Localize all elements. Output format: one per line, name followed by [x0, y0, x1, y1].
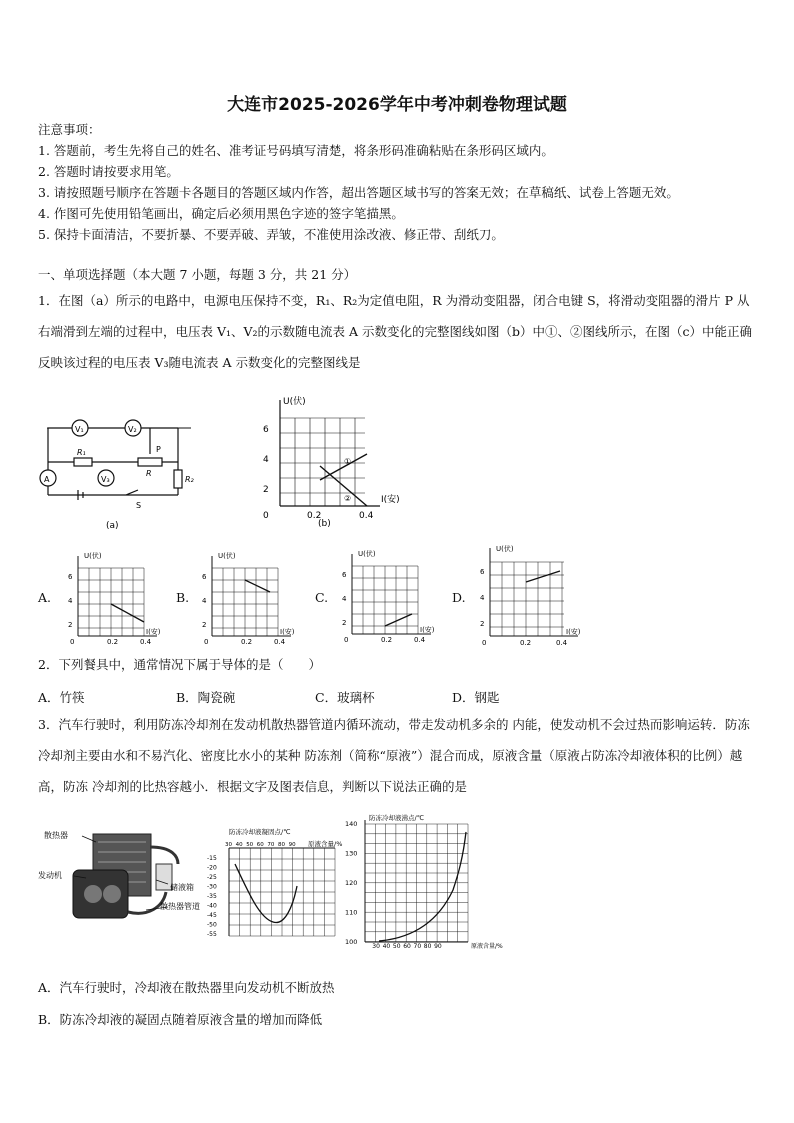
xtick: 0.4 [359, 511, 374, 521]
engine-label: 储液箱 [170, 883, 194, 892]
option-a-ylabel: U(伏) [84, 552, 102, 560]
ytick: 4 [342, 595, 347, 603]
ytick: -35 [207, 893, 217, 900]
option-a-graph[interactable] [62, 548, 162, 648]
ytick: 2 [202, 621, 207, 629]
option-c-xlabel: I(安) [420, 626, 435, 634]
notice-heading: 注意事项： [38, 122, 101, 137]
freezing-curve [235, 864, 297, 923]
xtick: 30 [225, 842, 232, 848]
xtick: 70 [413, 943, 422, 950]
ytick: 4 [202, 597, 207, 605]
xtick: 40 [235, 842, 243, 848]
q2-option-c[interactable]: C．玻璃杯 [315, 690, 375, 705]
option-d-ylabel: U(伏) [496, 545, 514, 553]
option-c-line [385, 614, 412, 626]
r2-label: R₂ [185, 475, 194, 484]
xtick: 80 [423, 943, 432, 950]
switch-label: S [136, 501, 142, 510]
option-d-line [526, 571, 560, 582]
xtick: 90 [434, 943, 442, 950]
ytick: 0 [344, 636, 349, 644]
ytick: 6 [480, 568, 485, 576]
q3-option-b[interactable]: B．防冻冷却液的凝固点随着原液含量的增加而降低 [38, 1012, 323, 1027]
option-d-graph[interactable] [474, 540, 584, 652]
option-letter[interactable]: D. [452, 590, 466, 605]
line-1-label: ① [344, 457, 352, 466]
freezing-point-chart [205, 826, 345, 946]
ytick: -15 [207, 855, 217, 862]
xtick: 0.2 [307, 511, 322, 521]
ytick: 2 [342, 619, 347, 627]
xtick: 0.4 [556, 639, 568, 647]
notice-item: 3. 请按照题号顺序在答题卡各题目的答题区域内作答，超出答题区域书写的答案无效；在草稿纸、试卷上答题无效。 [38, 185, 679, 200]
engine-label: 散热器 [44, 831, 68, 840]
ytick: 4 [480, 594, 485, 602]
xtick: 0.2 [381, 636, 393, 644]
question-3-text: 3．汽车行驶时，利用防冻冷却剂在发动机散热器管道内循环流动，带走发动机多余的 内能，使发动机不会过热而影响运转．防冻冷却剂主要由水和不易汽化、密度比水小的某种 防冻剂（简称“原液”）混合而成，原液含量（原液占防冻冷却液体积的比例）越高，防冻 冷却剂的比热容越小．根据文字及图表信息，判断以下说法正确的是 [38, 717, 750, 794]
ytick: -55 [207, 931, 217, 938]
notice-item: 1. 答题前，考生先将自己的姓名、准考证号码填写清楚，将条形码准确粘贴在条形码区域内。 [38, 143, 554, 158]
ytick: -50 [207, 921, 217, 929]
notice-item: 5. 保持卡面清洁，不要折暴、不要弄破、弄皱，不准使用涂改液、修正带、刮纸刀。 [38, 227, 504, 242]
option-b-line [245, 580, 270, 592]
xtick: 60 [256, 842, 264, 848]
chart1-xlabel: 原液含量/% [308, 840, 343, 848]
ytick: 2 [263, 485, 269, 495]
ytick: -30 [207, 883, 217, 891]
xtick: 0.4 [274, 638, 286, 646]
xtick: 80 [278, 842, 285, 848]
xtick: 90 [288, 842, 296, 848]
q2-option-b[interactable]: B．陶瓷碗 [176, 690, 236, 705]
engine-illustration [38, 822, 208, 937]
xtick: 60 [403, 943, 411, 950]
question-2-text: 2．下列餐具中，通常情况下属于导体的是（ ） [38, 657, 321, 672]
xtick: 50 [392, 943, 401, 950]
graph-b [255, 388, 405, 528]
circuit-caption: (a) [106, 521, 119, 531]
ytick: 2 [68, 621, 73, 629]
option-d-xlabel: I(安) [566, 628, 581, 636]
circuit-diagram [38, 410, 198, 540]
r1-label: R₁ [77, 448, 86, 457]
option-c-graph[interactable] [336, 546, 436, 646]
ytick: 6 [342, 571, 347, 579]
ytick: 0 [204, 638, 209, 646]
boiling-curve [379, 832, 466, 941]
option-letter[interactable]: C. [315, 590, 329, 605]
section-heading: 一、单项选择题（本大题 7 小题，每题 3 分，共 21 分） [38, 267, 357, 282]
option-c-ylabel: U(伏) [358, 550, 376, 558]
ytick: -45 [207, 912, 217, 919]
ytick: 140 [345, 820, 358, 828]
ytick: 0 [70, 638, 75, 646]
graph-b-caption: (b) [318, 519, 331, 528]
xtick: 0.2 [107, 638, 119, 646]
line-2-label: ② [344, 494, 352, 503]
chart2-xlabel: 原液含量/% [471, 943, 503, 950]
option-b-xlabel: I(安) [280, 628, 295, 636]
ytick: 0 [263, 511, 269, 521]
ytick: 130 [345, 849, 358, 858]
graph-b-ylabel: U(伏) [283, 397, 306, 407]
ytick: -20 [207, 864, 217, 872]
q3-option-a[interactable]: A．汽车行驶时，冷却液在散热器里向发动机不断放热 [38, 980, 335, 995]
option-b-graph[interactable] [196, 548, 296, 648]
xtick: 0.4 [140, 638, 152, 646]
ytick: 100 [345, 938, 358, 946]
engine-label: 发动机 [38, 871, 62, 880]
v3-label: V₃ [101, 475, 110, 484]
xtick: 0.2 [241, 638, 253, 646]
q2-option-d[interactable]: D．钢匙 [452, 690, 500, 705]
xtick: 0.2 [520, 639, 532, 647]
option-a-xlabel: I(安) [146, 628, 161, 636]
question-1-text: 1．在图（a）所示的电路中，电源电压保持不变，R₁、R₂为定值电阻，R 为滑动变阻器，闭合电键 S，将滑动变阻器的滑片 P 从右端滑到左端的过程中，电压表 V₁、V₂的示数随电流表 A 示数变化的完整图线如图（b）中①、②图线所示，在图（c）中能正确反映该过程的电压表 V₃随电流表 A 示数变化的完整图线是 [38, 293, 753, 370]
chart2-title: 防冻冷却液沸点/℃ [369, 814, 424, 822]
ytick: 2 [480, 620, 485, 628]
option-b-ylabel: U(伏) [218, 552, 236, 560]
engine-label: 散热器管道 [160, 902, 200, 911]
slider-label: P [156, 445, 161, 454]
v2-label: V₂ [128, 425, 137, 434]
notice-item: 4. 作图可先使用铅笔画出，确定后必须用黑色字迹的签字笔描黑。 [38, 206, 404, 221]
grid [229, 848, 335, 936]
ytick: 0 [482, 639, 487, 647]
boiling-point-chart [343, 812, 521, 950]
page-title: 大连市2025-2026学年中考冲刺卷物理试题 [227, 95, 567, 115]
chart1-title: 防冻冷却液凝固点/℃ [229, 828, 291, 836]
xtick: 40 [382, 943, 391, 950]
notice-item: 2. 答题时请按要求用笔。 [38, 164, 179, 179]
ytick: 4 [263, 455, 269, 465]
option-letter[interactable]: B. [176, 590, 190, 605]
xtick: 70 [267, 842, 275, 848]
ammeter-label: A [44, 475, 50, 484]
ytick: 4 [68, 597, 73, 605]
r-label: R [146, 469, 152, 478]
graph-b-xlabel: I(安) [381, 495, 400, 505]
v1-label: V₁ [75, 425, 84, 434]
xtick: 50 [246, 842, 254, 848]
ytick: -40 [207, 902, 217, 910]
grid [365, 824, 468, 942]
ytick: -25 [207, 874, 217, 881]
option-letter[interactable]: A. [38, 590, 52, 605]
option-a-line [111, 604, 144, 622]
q2-option-a[interactable]: A．竹筷 [38, 690, 85, 705]
ytick: 6 [68, 573, 73, 581]
ytick: 120 [345, 879, 358, 887]
ytick: 110 [345, 908, 358, 917]
xtick: 0.4 [414, 636, 426, 644]
xtick: 30 [372, 943, 380, 950]
ytick: 6 [202, 573, 207, 581]
ytick: 6 [263, 425, 269, 435]
